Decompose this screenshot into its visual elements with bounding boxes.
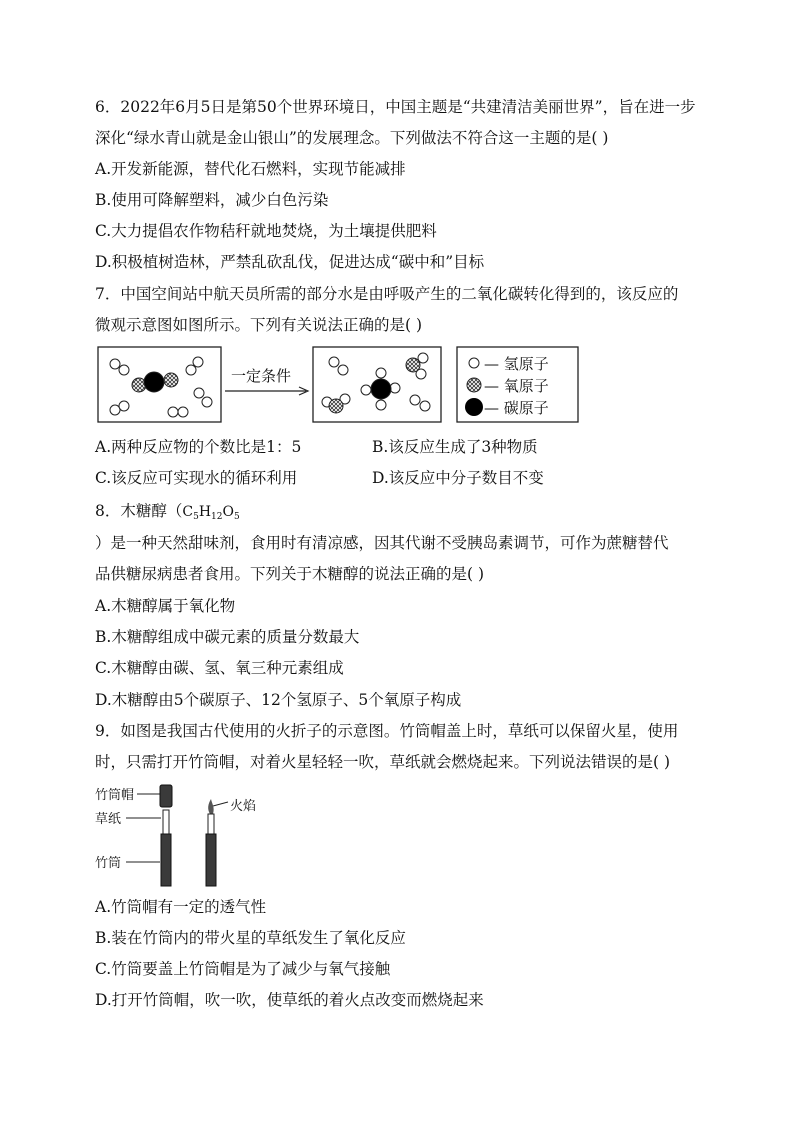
q6-option-d: D.积极植树造林，严禁乱砍乱伐，促进达成“碳中和”目标 [95, 253, 485, 271]
label-paper: 草纸 [95, 812, 122, 827]
flame-icon [208, 799, 213, 814]
q6-option-b: B.使用可降解塑料，减少白色污染 [95, 191, 329, 209]
bamboo-tube [161, 834, 171, 886]
hydrogen-molecule [194, 388, 212, 407]
water-molecule [322, 394, 350, 413]
bamboo-cap [160, 785, 172, 807]
hydrogen-molecule [110, 401, 129, 415]
q9-stem-line1: 9．如图是我国古代使用的火折子的示意图。竹筒帽盖上时，草纸可以保留火星，使用 [95, 722, 679, 740]
q9-option-d: D.打开竹筒帽，吹一吹，使草纸的着火点改变而燃烧起来 [95, 991, 484, 1009]
q7-stem-line1: 7．中国空间站中航天员所需的部分水是由呼吸产生的二氧化碳转化得到的，该反应的 [95, 285, 679, 303]
bamboo-tube-open [206, 834, 216, 886]
q8-intro: 8．木糖醇（ [95, 502, 183, 520]
hydrogen-molecule [168, 407, 188, 417]
label-cap: 竹筒帽 [95, 788, 135, 803]
hydrogen-molecule [410, 395, 430, 411]
q7-option-a: A.两种反应物的个数比是1：5 [95, 438, 302, 456]
q8-option-b: B.木糖醇组成中碳元素的质量分数最大 [95, 628, 360, 646]
legend-oxygen: — 氧原子 [484, 377, 549, 395]
q7-option-d: D.该反应中分子数目不变 [372, 469, 544, 487]
carbon-dioxide-molecule [132, 372, 178, 392]
xylitol-formula: $C_5H_{12}O_5$ [182, 504, 240, 522]
q7-stem-line2: 微观示意图如图所示。下列有关说法正确的是( ) [95, 316, 423, 334]
q8-stem-line3: 品供糖尿病患者食用。下列关于木糖醇的说法正确的是( ) [95, 565, 485, 583]
q6-option-a: A.开发新能源，替代化石燃料，实现节能减排 [95, 160, 406, 178]
q9-option-c: C.竹筒要盖上竹筒帽是为了减少与氧气接触 [95, 960, 391, 978]
q9-option-a: A.竹筒帽有一定的透气性 [95, 898, 267, 916]
water-molecule [406, 353, 428, 379]
legend-carbon: — 碳原子 [484, 399, 549, 417]
hydrogen-molecule [186, 357, 203, 375]
carbon-atom-key [465, 398, 483, 416]
q7-option-b: B.该反应生成了3种物质 [372, 438, 538, 456]
q8-option-a: A.木糖醇属于氧化物 [95, 597, 236, 615]
q8-option-c: C.木糖醇由碳、氢、氧三种元素组成 [95, 659, 344, 677]
q9-option-b: B.装在竹筒内的带火星的草纸发生了氧化反应 [95, 929, 406, 947]
label-tube: 竹筒 [95, 856, 122, 871]
hydrogen-molecule [329, 357, 348, 375]
q8-option-d: D.木糖醇由5个碳原子、12个氢原子、5个氧原子构成 [95, 691, 462, 709]
q6-stem-line1: 6．2022年6月5日是第50个世界环境日，中国主题是“共建清洁美丽世界”，旨在进一步 [95, 98, 696, 116]
oxygen-atom-key [467, 378, 481, 392]
q8-stem-line2: ）是一种天然甜味剂，食用时有清凉感，因其代谢不受胰岛素调节，可作为蔗糖替代 [95, 534, 669, 552]
legend-hydrogen: — 氢原子 [484, 355, 549, 373]
q6-option-c: C.大力提倡农作物秸秆就地焚烧，为土壤提供肥料 [95, 222, 437, 240]
paper-roll-open [208, 814, 214, 836]
q7-option-c: C.该反应可实现水的循环利用 [95, 469, 298, 487]
label-flame: 火焰 [230, 799, 257, 814]
q9-stem-line2: 时，只需打开竹筒帽，对着火星轻轻一吹，草纸就会燃烧起来。下列说法错误的是( ) [95, 753, 671, 771]
hydrogen-molecule [110, 359, 129, 375]
q8-stem-line1 [95, 501, 240, 527]
q6-stem-line2: 深化“绿水青山就是金山银山”的发展理念。下列做法不符合这一主题的是( ) [95, 129, 609, 147]
arrow-label: 一定条件 [231, 367, 292, 385]
reaction-diagram [0, 340, 794, 430]
fire-starter-diagram [90, 780, 390, 890]
hydrogen-atom-key [469, 358, 479, 368]
methane-molecule [361, 368, 400, 410]
paper-roll [163, 810, 169, 836]
